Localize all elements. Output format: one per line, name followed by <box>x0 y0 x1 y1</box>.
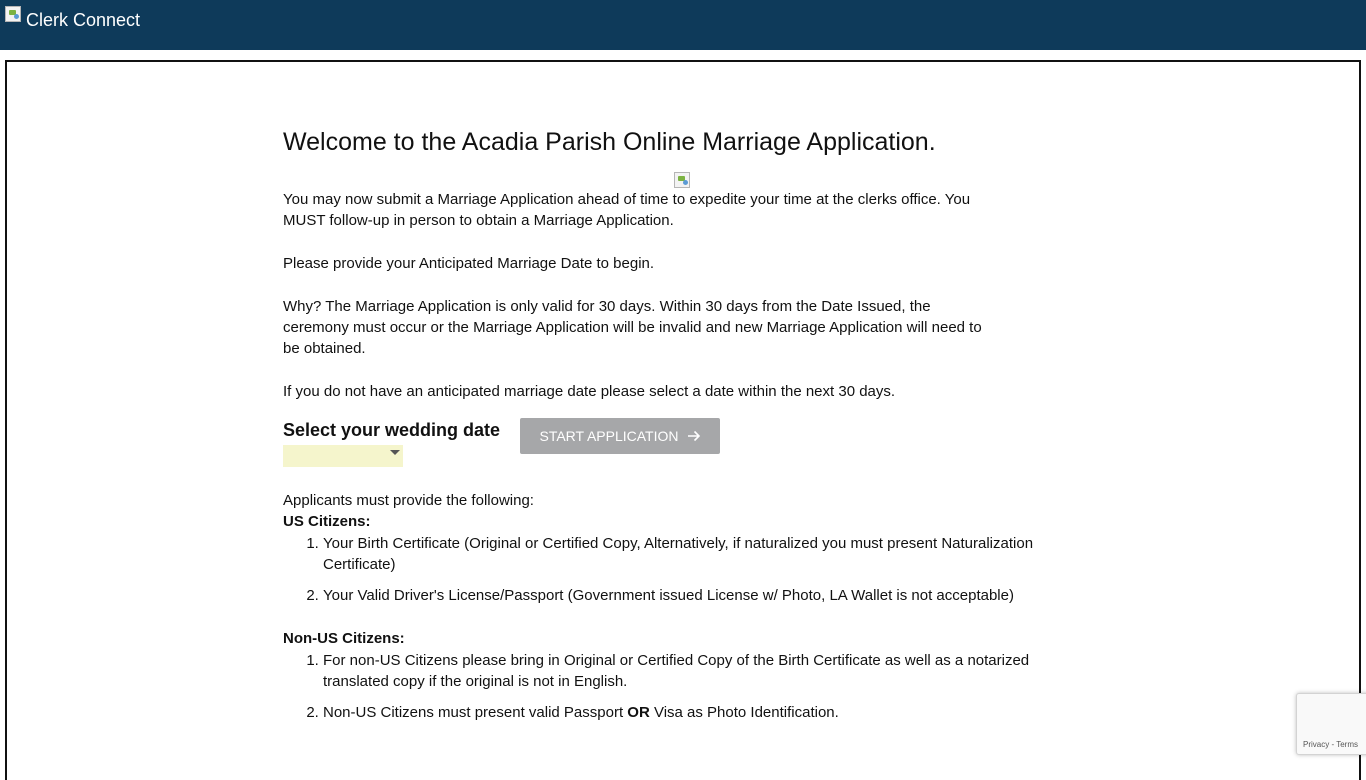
list-item <box>323 702 1043 723</box>
intro-text: You may now submit a Marriage Application ahead of time to expedite your time at the clerks office. You MUST follow-up in person to obtain a Marriage Application. <box>283 191 971 229</box>
non-us-item2-pre: Non-US Citizens must present valid Passport <box>323 704 628 721</box>
arrow-right-icon <box>687 429 701 443</box>
recaptcha-links <box>1303 740 1358 749</box>
main-content <box>283 128 1043 721</box>
recaptcha-separator: - <box>1329 740 1337 749</box>
non-us-item2-post: Visa as Photo Identification. <box>649 704 839 721</box>
recaptcha-privacy-link[interactable]: Privacy <box>1303 740 1330 749</box>
no-date-text: If you do not have an anticipated marriage date please select a date within the next 30 days. <box>283 383 896 400</box>
top-navbar <box>0 0 1366 50</box>
wedding-date-select[interactable] <box>283 445 403 467</box>
logo-broken-image-icon <box>5 6 21 22</box>
non-us-citizens-heading: Non-US Citizens: <box>283 630 405 647</box>
us-citizens-heading: US Citizens: <box>283 513 371 530</box>
non-us-item2-bold: OR <box>627 704 650 721</box>
wedding-date-label: Select your wedding date <box>283 420 501 440</box>
banner-broken-image-icon <box>674 172 690 188</box>
requirements-section <box>283 490 1043 733</box>
start-application-button[interactable] <box>520 418 720 454</box>
requirements-intro: Applicants must provide the following: <box>283 492 534 509</box>
brand-title[interactable]: Clerk Connect <box>26 10 141 30</box>
recaptcha-badge[interactable] <box>1296 693 1366 755</box>
why-text: Why? The Marriage Application is only valid for 30 days. Within 30 days from the Date Issued, the ceremony must occur or the Marriage Application will be invalid and new Marriage Application will need to be obtained. <box>283 298 982 357</box>
instruction-text: Please provide your Anticipated Marriage Date to begin. <box>283 255 655 272</box>
page-title: Welcome to the Acadia Parish Online Marriage Application. <box>283 128 936 156</box>
recaptcha-terms-link[interactable]: Terms <box>1336 740 1358 749</box>
start-application-label: START APPLICATION <box>539 428 679 444</box>
caret-down-icon <box>390 450 400 455</box>
non-us-citizens-list <box>283 650 1043 723</box>
list-item: 1. For non-US Citizens please bring in Original or Certified Copy of the Birth Certificate as well as a notarized translated copy if the original is not in English. <box>323 650 1043 692</box>
brand[interactable] <box>5 6 140 34</box>
list-item: 1. Your Birth Certificate (Original or Certified Copy, Alternatively, if naturalized you must present Naturalization Certificate) <box>323 533 1043 575</box>
list-item: 2. Your Valid Driver's License/Passport (Government issued License w/ Photo, LA Wallet is not acceptable) <box>323 585 1043 606</box>
us-citizens-list <box>283 533 1043 606</box>
